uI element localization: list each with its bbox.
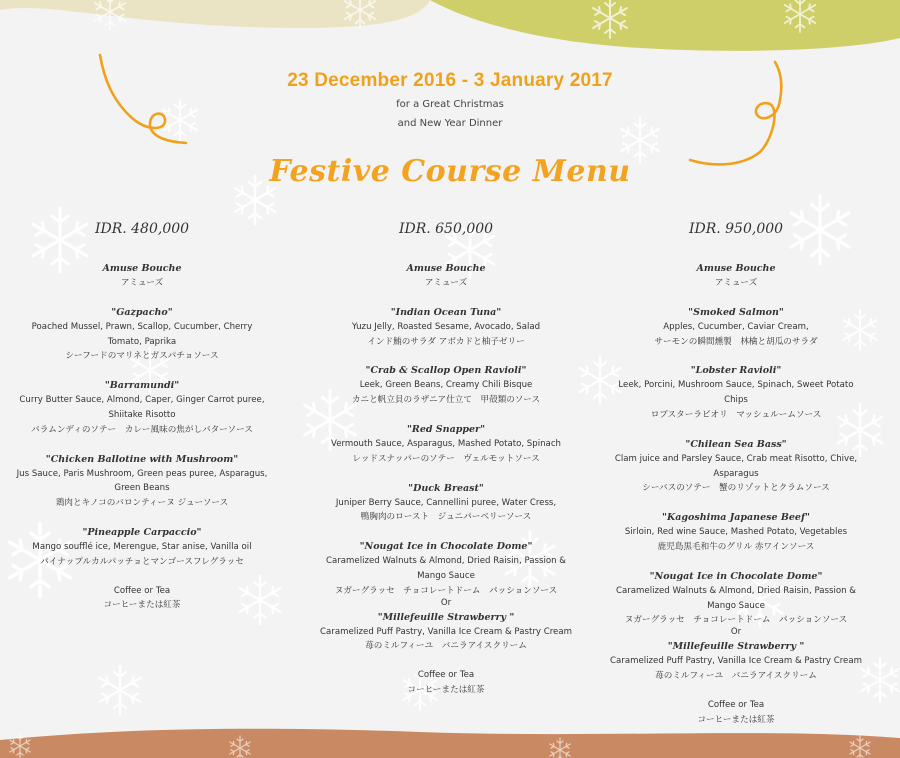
course-name: "Smoked Salmon" [688, 306, 784, 318]
course-item [306, 481, 586, 526]
course-name: Amuse Bouche [406, 263, 486, 274]
menu-price: IDR. 480,000 [94, 221, 190, 237]
course-name: "Red Snapper" [406, 423, 486, 435]
subtitle-line-1: for a Great Christmas [396, 99, 504, 110]
menu-price: IDR. 950,000 [688, 221, 784, 237]
course-japanese: 鴨胸肉のロースト ジュニパーベリーソース [360, 512, 532, 523]
course-japanese: アミューズ [714, 278, 758, 288]
header [0, 70, 900, 133]
course-item [306, 610, 586, 655]
course-japanese: シーフードのマリネとガスパチョソース [65, 351, 219, 362]
course-name: "Kagoshima Japanese Beef" [662, 512, 810, 524]
course-item [306, 539, 586, 609]
menu-column-3 [596, 220, 876, 727]
course-japanese: 鶏肉とキノコのバロンティーヌ ジューソース [55, 498, 229, 509]
course-japanese: レッドスナッパーのソテー ヴェルモットソース [352, 453, 540, 464]
course-japanese: 鹿児島黒毛和牛のグリル 赤ワインソース [657, 541, 815, 552]
course-description: Apples, Cucumber, Caviar Cream, [663, 321, 809, 332]
course-item [306, 422, 586, 467]
course-item [596, 261, 876, 291]
course-item [2, 378, 282, 437]
course-item [2, 452, 282, 511]
course-japanese: インド鮪のサラダ アボカドと柚子ゼリー [367, 336, 525, 347]
course-description: Leek, Green Beans, Creamy Chili Bisque [359, 380, 533, 391]
coffee-or-tea: Coffee or Tea [417, 670, 475, 681]
course-japanese: サーモンの瞬間燻製 林檎と胡瓜のサラダ [654, 336, 818, 347]
course-or-separator: Or [730, 627, 742, 638]
course-description: Caramelized Walnuts & Almond, Dried Raisin, Passion & Mango Sauce [615, 585, 857, 611]
coffee-or-tea-japanese: コーヒーまたは紅茶 [103, 600, 181, 611]
subtitle-line-2: and New Year Dinner [397, 118, 503, 129]
course-item [596, 305, 876, 350]
course-name: "Pineapple Carpaccio" [82, 526, 202, 538]
course-item [2, 525, 282, 570]
course-name: "Nougat Ice in Chocolate Dome" [359, 541, 533, 553]
menu-price: IDR. 650,000 [398, 221, 494, 237]
course-japanese: 苺のミルフィーユ バニラアイスクリーム [365, 641, 527, 652]
course-name: "Nougat Ice in Chocolate Dome" [649, 570, 823, 582]
course-description: Clam juice and Parsley Sauce, Crab meat Risotto, Chive, Asparagus [614, 453, 858, 479]
course-name: Amuse Bouche [102, 263, 182, 274]
course-item [596, 510, 876, 555]
course-name: "Indian Ocean Tuna" [390, 306, 502, 318]
course-name: "Millefeuille Strawberry " [377, 611, 515, 623]
course-name: "Duck Breast" [408, 482, 484, 494]
coffee-or-tea-japanese: コーヒーまたは紅茶 [407, 684, 485, 695]
course-name: "Gazpacho" [111, 306, 173, 318]
course-name: "Millefeuille Strawberry " [667, 641, 805, 653]
course-description: Caramelized Puff Pastry, Vanilla Ice Cream & Pastry Cream [320, 626, 572, 637]
course-item [596, 639, 876, 684]
course-description: Sirloin, Red wine Sauce, Mashed Potato, Vegetables [624, 527, 848, 538]
coffee-or-tea: Coffee or Tea [707, 699, 765, 710]
course-description: Mango soufflé ice, Merengue, Star anise, Vanilla oil [32, 541, 252, 552]
course-description: Leek, Porcini, Mushroom Sauce, Spinach, Sweet Potato Chips [618, 380, 854, 406]
course-description: Caramelized Walnuts & Almond, Dried Raisin, Passion & Mango Sauce [325, 556, 567, 581]
course-description: Curry Butter Sauce, Almond, Caper, Ginger Carrot puree, Shiitake Risotto [19, 395, 265, 420]
course-japanese: カニと帆立貝のラザニア仕立て 甲殻類のソース [351, 395, 541, 406]
event-dates: 23 December 2016 - 3 January 2017 [287, 70, 613, 91]
course-name: "Chicken Ballotine with Mushroom" [45, 453, 239, 465]
course-item [306, 261, 586, 291]
course-name: "Crab & Scallop Open Ravioli" [365, 365, 527, 377]
course-japanese: アミューズ [424, 278, 468, 288]
menu-column-1 [2, 220, 282, 613]
course-description: Juniper Berry Sauce, Cannellini puree, Water Cress, [335, 497, 557, 508]
course-item [2, 261, 282, 291]
course-item [596, 569, 876, 639]
course-name: "Barramundi" [104, 380, 180, 392]
menu-title: Festive Course Menu [269, 154, 631, 189]
course-description: Yuzu Jelly, Roasted Sesame, Avocado, Salad [351, 321, 541, 332]
course-name: Amuse Bouche [696, 263, 776, 274]
course-japanese: シーバスのソテー 蟹のリゾットとクラムソース [642, 483, 830, 494]
course-japanese: パイナップルカルパッチョとマンゴースフレグラッセ [40, 556, 244, 567]
coffee-or-tea: Coffee or Tea [113, 585, 171, 596]
course-japanese: バラムンディのソテー カレー風味の焦がしバターソース [31, 424, 253, 435]
course-name: "Chilean Sea Bass" [685, 438, 787, 450]
course-item [306, 305, 586, 350]
coffee-or-tea-japanese: コーヒーまたは紅茶 [697, 714, 775, 725]
course-or-separator: Or [440, 597, 452, 608]
course-japanese: ヌガーグラッセ チョコレートドーム パッションソース [334, 585, 558, 596]
course-item [596, 437, 876, 496]
course-description: Vermouth Sauce, Asparagus, Mashed Potato, Spinach [331, 438, 561, 449]
course-description: Caramelized Puff Pastry, Vanilla Ice Cream & Pastry Cream [610, 656, 862, 667]
course-item [2, 305, 282, 364]
course-japanese: 苺のミルフィーユ バニラアイスクリーム [655, 670, 817, 681]
menu-column-2 [306, 220, 586, 698]
course-japanese: アミューズ [120, 278, 164, 288]
course-japanese: ヌガーグラッセ チョコレートドーム パッションソース [624, 615, 848, 626]
course-name: "Lobster Ravioli" [690, 365, 782, 377]
course-japanese: ロブスターラビオリ マッシュルームソース [650, 409, 822, 420]
course-description: Poached Mussel, Prawn, Scallop, Cucumber, Cherry Tomato, Paprika [31, 321, 253, 347]
course-item [596, 363, 876, 422]
course-description: Jus Sauce, Paris Mushroom, Green peas puree, Asparagus, Green Beans [16, 468, 268, 494]
course-item [306, 363, 586, 408]
